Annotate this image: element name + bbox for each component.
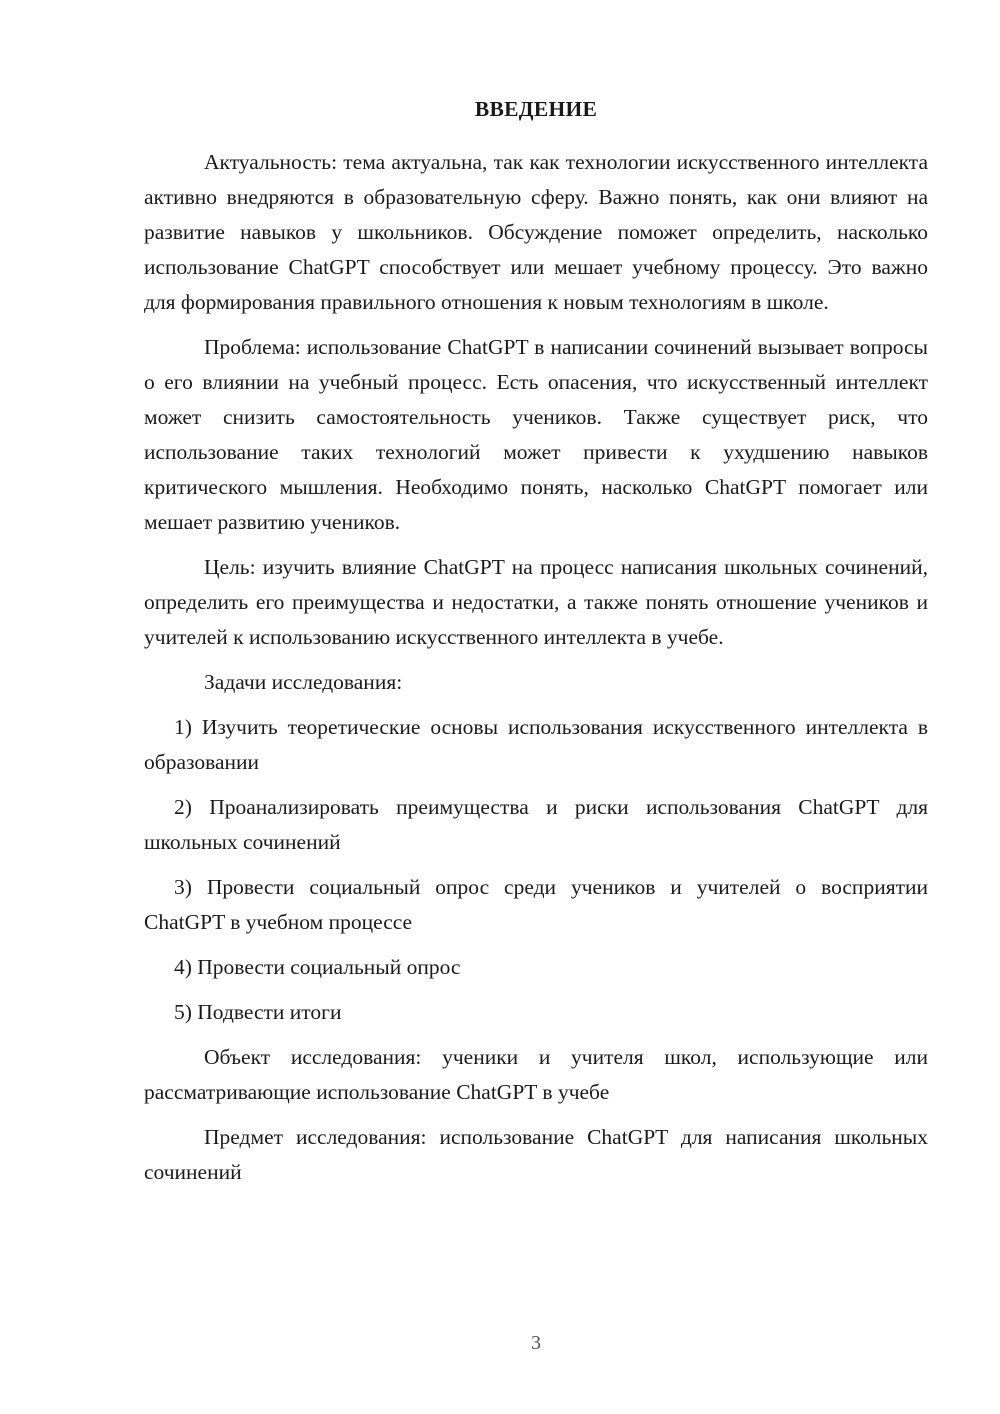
paragraph-relevance: Актуальность: тема актуальна, так как технологии искусственного интеллекта активно внедряются в образовательную сферу. Важно понять, как они влияют на развитие навыков у школьников. Обсуждение поможет определить, насколько использование ChatGPT способствует или мешает учебному процессу. Это важно для формирования правильного отношения к новым технологиям в школе. bbox=[144, 150, 928, 314]
paragraph-subject: Предмет исследования: использование ChatGPT для написания школьных сочинений bbox=[144, 1125, 928, 1184]
tasks-heading: Задачи исследования: bbox=[204, 670, 403, 694]
task-item-2: 2) Проанализировать преимущества и риски использования ChatGPT для школьных сочинений bbox=[144, 795, 928, 854]
paragraph-goal: Цель: изучить влияние ChatGPT на процесс написания школьных сочинений, определить его преимущества и недостатки, а также понять отношение учеников и учителей к использованию искусственного интеллекта в учебе. bbox=[144, 555, 928, 649]
task-item-1: 1) Изучить теоретические основы использования искусственного интеллекта в образовании bbox=[144, 715, 928, 774]
page-number: 3 bbox=[531, 1332, 541, 1354]
task-item-3: 3) Провести социальный опрос среди учеников и учителей о восприятии ChatGPT в учебном процессе bbox=[144, 875, 928, 934]
document-page bbox=[144, 92, 928, 1200]
task-item-4: 4) Провести социальный опрос bbox=[174, 955, 461, 979]
page-title: ВВЕДЕНИЕ bbox=[474, 97, 598, 121]
paragraph-object: Объект исследования: ученики и учителя школ, использующие или рассматривающие использование ChatGPT в учебе bbox=[144, 1045, 928, 1104]
task-item-5: 5) Подвести итоги bbox=[174, 1000, 342, 1024]
paragraph-problem: Проблема: использование ChatGPT в написании сочинений вызывает вопросы о его влиянии на учебный процесс. Есть опасения, что искусственный интеллект может снизить самостоятельность учеников. Также существует риск, что использование таких технологий может привести к ухудшению навыков критического мышления. Необходимо понять, насколько ChatGPT помогает или мешает развитию учеников. bbox=[144, 335, 928, 534]
